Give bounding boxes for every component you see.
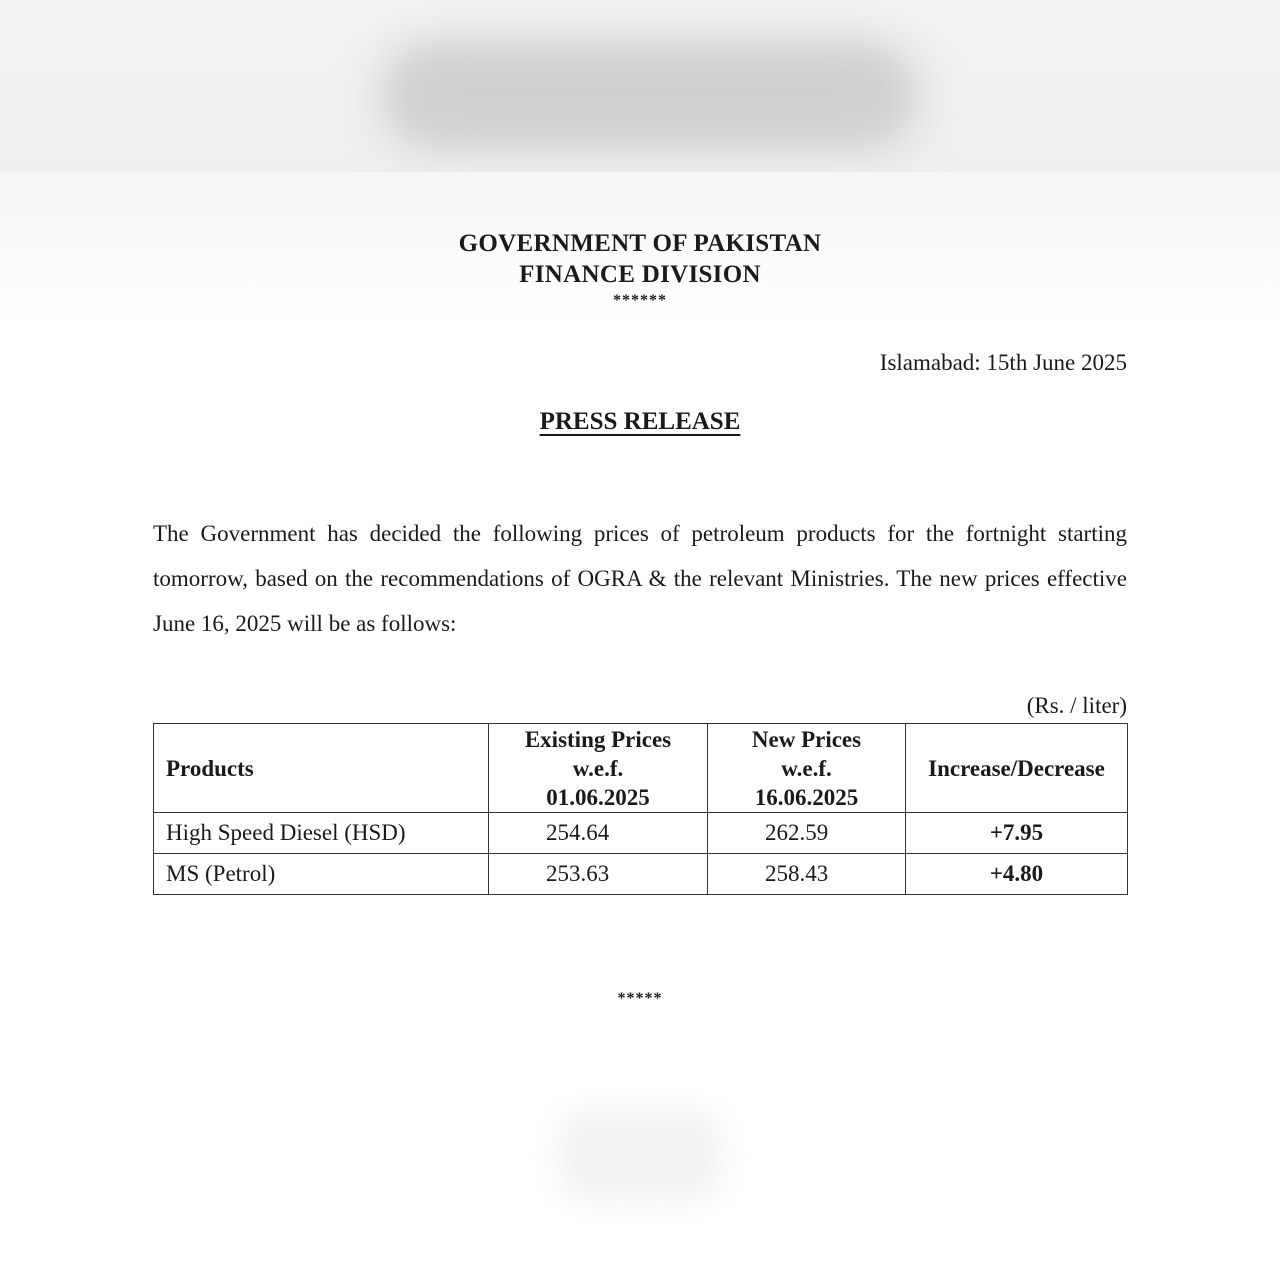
table-header-row: [154, 724, 1128, 813]
header-new-line3: 16.06.2025: [754, 784, 859, 810]
division-heading: FINANCE DIVISION: [519, 261, 761, 288]
product-name: High Speed Diesel (HSD): [154, 813, 489, 854]
header-new-line2: w.e.f.: [781, 755, 832, 781]
header-products: Products: [154, 724, 489, 813]
government-heading: GOVERNMENT OF PAKISTAN: [458, 230, 822, 257]
existing-price: 254.64: [489, 813, 708, 854]
new-price: 258.43: [708, 854, 906, 895]
price-change: +7.95: [906, 813, 1128, 854]
header-existing-line2: w.e.f.: [572, 755, 624, 781]
header-new-prices: [708, 724, 906, 813]
header-existing-line3: 01.06.2025: [546, 784, 650, 810]
press-release-title-text: PRESS RELEASE: [539, 408, 741, 435]
header-separator: ******: [613, 292, 667, 309]
price-table: [153, 723, 1128, 895]
header-existing-line1: Existing Prices: [524, 726, 672, 752]
price-change: +4.80: [906, 854, 1128, 895]
header-new-line1: New Prices: [751, 726, 862, 752]
existing-price: 253.63: [489, 854, 708, 895]
footer-separator: *****: [617, 990, 663, 1007]
table-row: [154, 854, 1128, 895]
header-existing-prices: [489, 724, 708, 813]
blurred-overlay: [380, 40, 920, 150]
new-price: 262.59: [708, 813, 906, 854]
body-paragraph: The Government has decided the following prices of petroleum products for the fortnight starting tomorrow, based on the recommendations of OGRA & the relevant Ministries. The new prices effective June 16, 2025 will be as follows:: [153, 521, 1127, 636]
blurred-bottom-region: [560, 1110, 720, 1200]
unit-label: (Rs. / liter): [1026, 693, 1127, 718]
header-increase-decrease: Increase/Decrease: [906, 724, 1128, 813]
dateline: Islamabad: 15th June 2025: [879, 350, 1127, 375]
press-release-title: [0, 408, 1280, 436]
table-row: [154, 813, 1128, 854]
product-name: MS (Petrol): [154, 854, 489, 895]
